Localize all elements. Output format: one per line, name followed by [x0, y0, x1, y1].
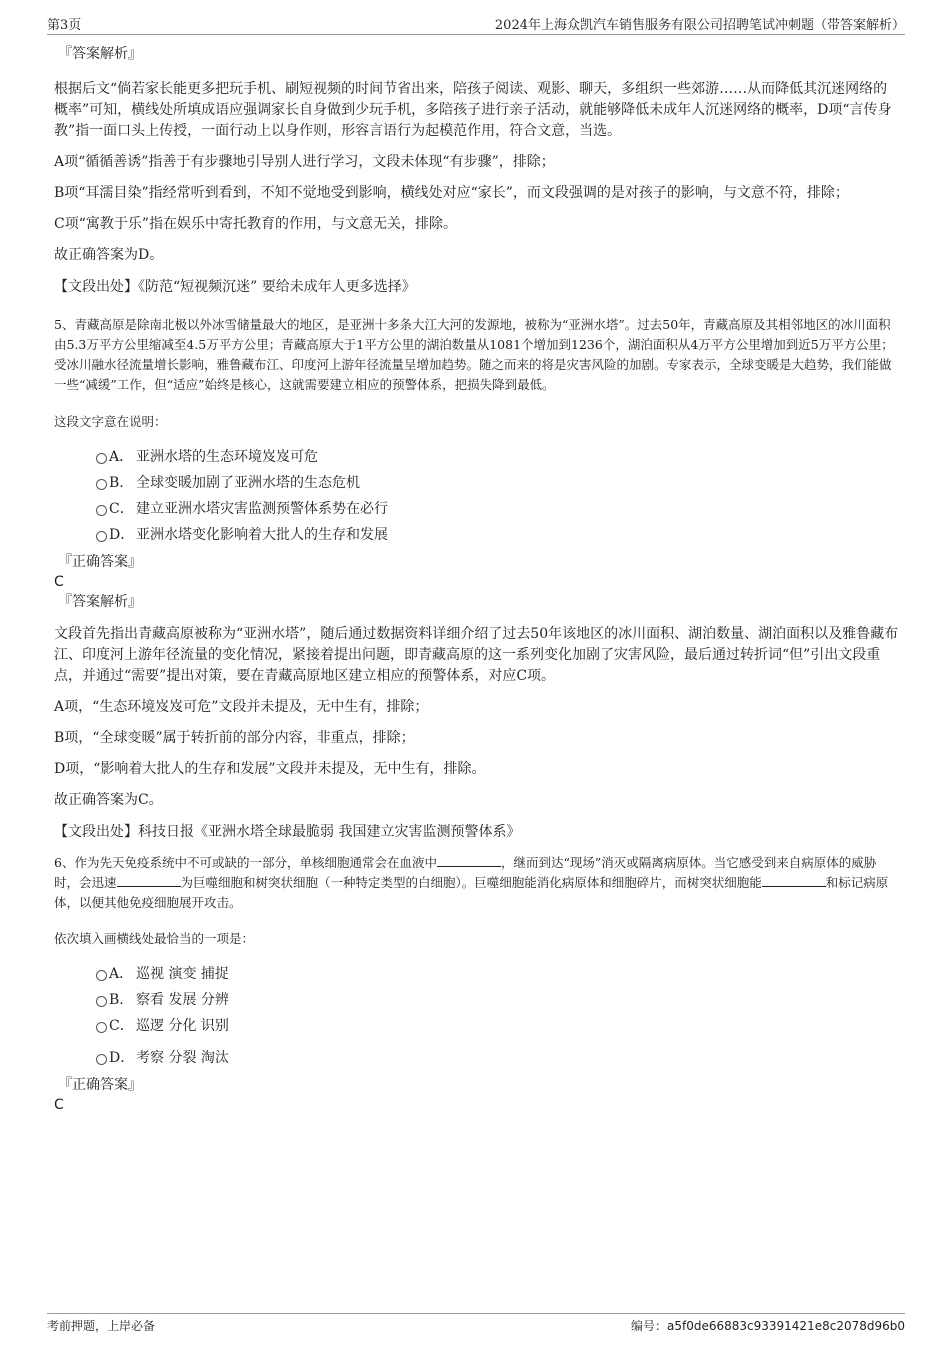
q6-options: [54, 961, 900, 1071]
q6-stem: 6、作为先天免疫系统中不可或缺的一部分，单核细胞通常会在血液中 ，继而到达“现场”消灭或隔离病原体。当它感受到来自病原体的威胁时，会迅速 为巨噬细胞和树突状细胞（一种特定类型的白细胞）。巨噬细胞能消化病原体和细胞碎片，而树突状细胞能 和标记病原体，以便其他免疫细胞展开攻击。: [54, 855, 889, 910]
q5-correct-answer: C: [54, 574, 64, 590]
radio-button[interactable]: [96, 996, 107, 1007]
q5-analysis-label: 『答案解析』: [58, 594, 142, 610]
page-header: [47, 12, 905, 35]
radio-button[interactable]: [96, 970, 107, 981]
footer-slogan: 考前押题，上岸必备: [47, 1319, 156, 1333]
radio-button[interactable]: [96, 453, 107, 464]
q6-option-d[interactable]: D． 考察 分裂 淘汰: [54, 1045, 900, 1071]
q5-stem: 5、青藏高原是除南北极以外冰雪储量最大的地区，是亚洲十多条大江大河的发源地，被称为“亚洲水塔”。过去50年，青藏高原及其相邻地区的冰川面积由5.3万平方公里缩减至4.5万平方公里；青藏高原大于1平方公里的湖泊数量从1081个增加到1236个，湖泊面积从4万平方公里增加到近5万平方公里；受冰川融水径流量增长影响，雅鲁藏布江、印度河上游年径流量呈增加趋势。随之而来的将是灾害风险的加剧。专家表示，全球变暖是大趋势，我们能做一些“减缓”工作，但“适应”始终是核心，这就需要建立相应的预警体系，把损失降到最低。: [54, 317, 894, 392]
q6-option-c[interactable]: C． 巡逻 分化 识别: [54, 1013, 900, 1039]
q4-analysis-label: 『答案解析』: [58, 46, 142, 62]
q6-option-b[interactable]: B. 察看 发展 分辨: [54, 987, 900, 1013]
q5-option-b[interactable]: B. 全球变暖加剧了亚洲水塔的生态危机: [54, 470, 900, 496]
q5-options: [54, 444, 900, 548]
radio-button[interactable]: [96, 531, 107, 542]
radio-button[interactable]: [96, 1054, 107, 1065]
q6-prompt: 依次填入画横线处最恰当的一项是：: [54, 931, 255, 946]
q6-correct-label: 『正确答案』: [58, 1077, 142, 1093]
radio-button[interactable]: [96, 505, 107, 516]
q4-analysis-para3: B项“耳濡目染”指经常听到看到，不知不觉地受到影响，横线处对应“家长”，而文段强调的是对孩子的影响，与文意不符，排除；: [54, 185, 849, 201]
q5-analysis-para4: D项，“影响着大批人的生存和发展”文段并未提及，无中生有，排除。: [54, 761, 486, 777]
document-title: 2024年上海众凯汽车销售服务有限公司招聘笔试冲刺题（带答案解析）: [494, 18, 905, 33]
q5-analysis-para5: 故正确答案为C。: [54, 792, 163, 808]
q5-analysis-para2: A项，“生态环境岌岌可危”文段并未提及，无中生有，排除；: [54, 699, 429, 715]
q4-source: 【文段出处】《防范“短视频沉迷” 要给未成年人更多选择》: [54, 279, 416, 295]
q6-correct-answer: C: [54, 1097, 64, 1113]
q5-option-d[interactable]: D． 亚洲水塔变化影响着大批人的生存和发展: [54, 522, 900, 548]
q4-analysis-para2: A项“循循善诱”指善于有步骤地引导别人进行学习，文段未体现“有步骤”，排除；: [54, 154, 555, 170]
q4-analysis-para4: C项“寓教于乐”指在娱乐中寄托教育的作用，与文意无关，排除。: [54, 216, 458, 232]
q5-prompt: 这段文字意在说明：: [54, 414, 167, 429]
q4-analysis-para5: 故正确答案为D。: [54, 247, 164, 263]
radio-button[interactable]: [96, 479, 107, 490]
q6-option-a[interactable]: A． 巡视 演变 捕捉: [54, 961, 900, 987]
page-footer: [47, 1313, 905, 1333]
q4-analysis-para1: 根据后文“倘若家长能更多把玩手机、刷短视频的时间节省出来，陪孩子阅读、观影、聊天，多组织一些郊游……从而降低其沉迷网络的概率”可知，横线处所填成语应强调家长自身做到少玩手机，多陪孩子进行亲子活动，就能够降低未成年人沉迷网络的概率，D项“言传身教”指一面口头上传授，一面行动上以身作则，形容言语行为起模范作用，符合文意，当选。: [54, 81, 892, 139]
fill-blank-2: [117, 874, 181, 887]
radio-button[interactable]: [96, 1022, 107, 1033]
document-id: 编号：a5f0de66883c93391421e8c2078d96b0: [631, 1319, 905, 1333]
fill-blank-1: [437, 854, 501, 867]
q5-correct-label: 『正确答案』: [58, 554, 142, 570]
q5-analysis-para3: B项，“全球变暖”属于转折前的部分内容，非重点，排除；: [54, 730, 415, 746]
q5-option-c[interactable]: C． 建立亚洲水塔灾害监测预警体系势在必行: [54, 496, 900, 522]
q5-option-a[interactable]: A． 亚洲水塔的生态环境岌岌可危: [54, 444, 900, 470]
fill-blank-3: [762, 874, 826, 887]
page-number: 第3页: [47, 18, 82, 33]
q5-source: 【文段出处】科技日报《亚洲水塔全球最脆弱 我国建立灾害监测预警体系》: [54, 824, 521, 840]
q5-analysis-para1: 文段首先指出青藏高原被称为“亚洲水塔”，随后通过数据资料详细介绍了过去50年该地区的冰川面积、湖泊数量、湖泊面积以及雅鲁藏布江、印度河上游年径流量的变化情况，紧接着提出问题，即青藏高原的这一系列变化加剧了灾害风险，最后通过转折词“但”引出文段重点，并通过“需要”提出对策，要在青藏高原地区建立相应的预警体系，对应C项。: [54, 626, 899, 684]
document-body: [54, 44, 900, 1115]
